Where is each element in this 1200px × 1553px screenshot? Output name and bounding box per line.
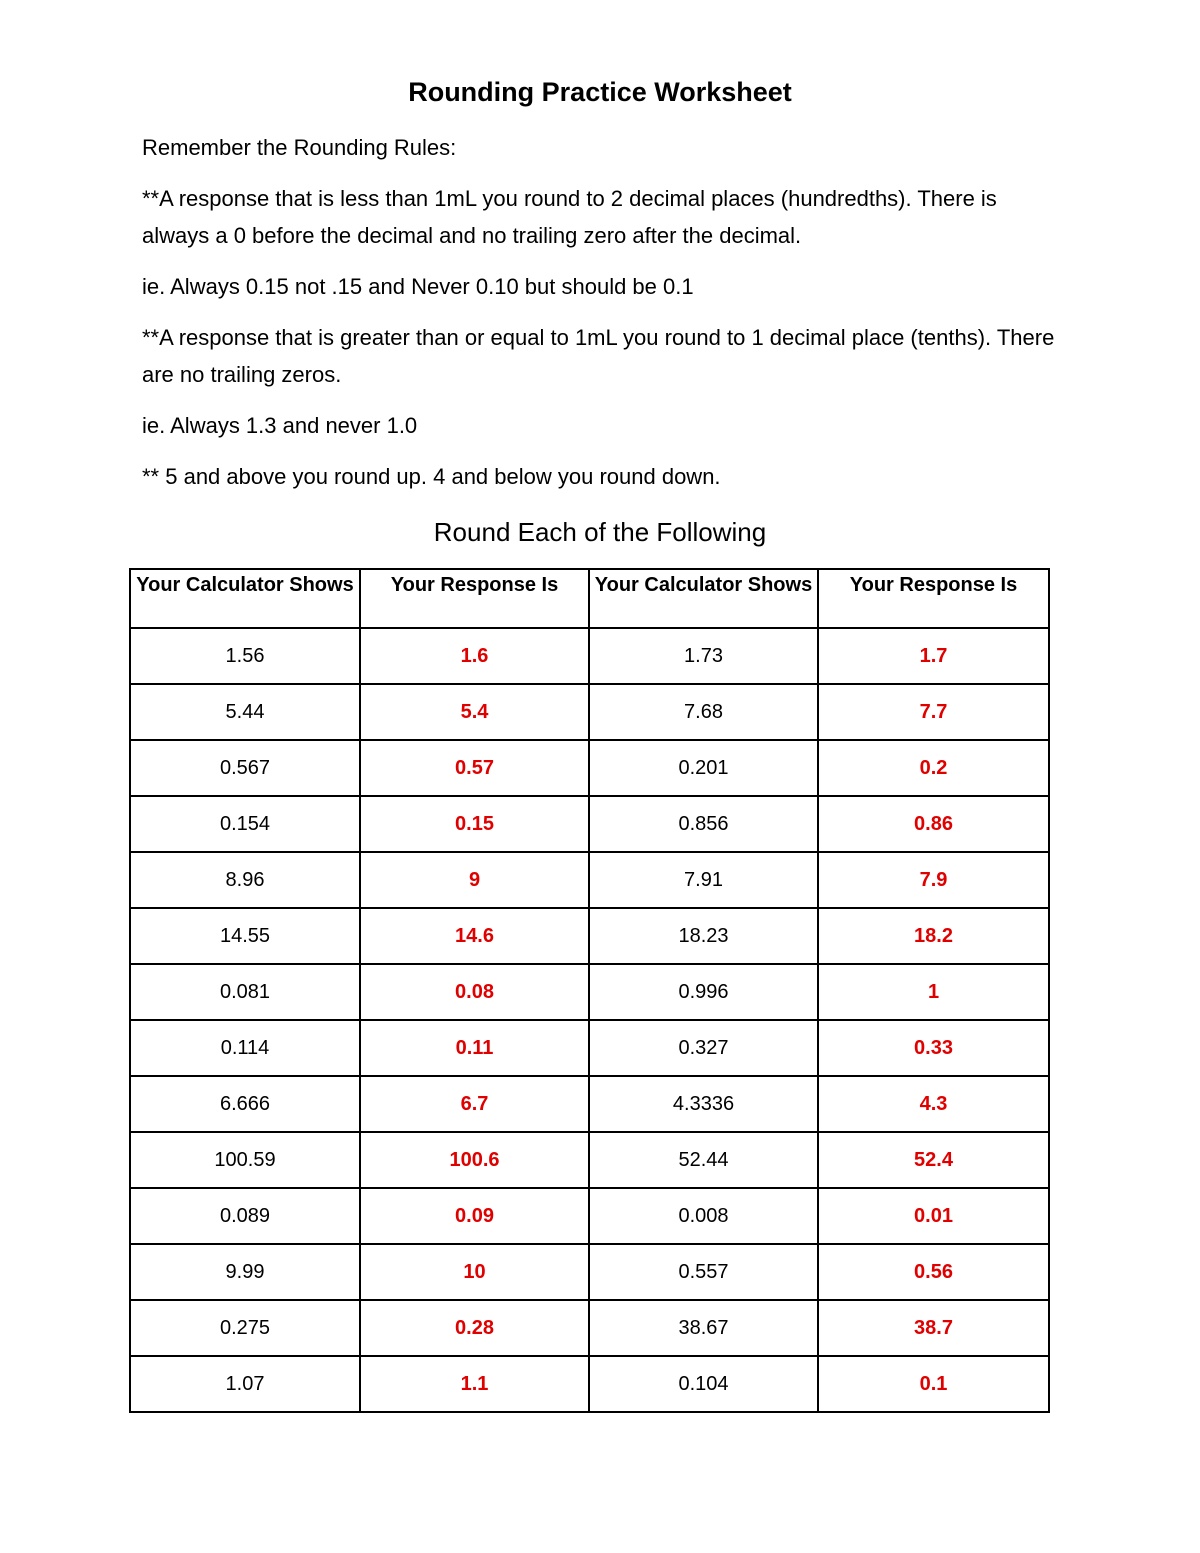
column-header: Your Response Is	[360, 569, 589, 628]
calculator-value-cell: 0.275	[130, 1300, 360, 1356]
table-header-row	[130, 569, 1049, 628]
table-row	[130, 684, 1049, 740]
response-value-cell: 0.09	[360, 1188, 589, 1244]
calculator-value-cell: 0.154	[130, 796, 360, 852]
response-value-cell: 5.4	[360, 684, 589, 740]
response-value-cell: 0.28	[360, 1300, 589, 1356]
table-row	[130, 1300, 1049, 1356]
column-header: Your Calculator Shows	[130, 569, 360, 628]
calculator-value-cell: 5.44	[130, 684, 360, 740]
response-value-cell: 0.08	[360, 964, 589, 1020]
response-value-cell: 1	[818, 964, 1049, 1020]
response-value-cell: 4.3	[818, 1076, 1049, 1132]
response-value-cell: 0.11	[360, 1020, 589, 1076]
table-row	[130, 628, 1049, 684]
calculator-value-cell: 0.104	[589, 1356, 818, 1412]
calculator-value-cell: 9.99	[130, 1244, 360, 1300]
table-row	[130, 964, 1049, 1020]
response-value-cell: 6.7	[360, 1076, 589, 1132]
response-value-cell: 9	[360, 852, 589, 908]
table-row	[130, 796, 1049, 852]
response-value-cell: 52.4	[818, 1132, 1049, 1188]
response-value-cell: 0.57	[360, 740, 589, 796]
rounding-rules	[142, 129, 1062, 509]
page-title: Rounding Practice Worksheet	[408, 77, 792, 107]
calculator-value-cell: 0.856	[589, 796, 818, 852]
rule-less-than-1ml: **A response that is less than 1mL you round to 2 decimal places (hundredths). There is always a 0 before the decimal and no trailing zero after the decimal.	[142, 186, 997, 248]
response-value-cell: 7.7	[818, 684, 1049, 740]
column-header: Your Calculator Shows	[589, 569, 818, 628]
response-value-cell: 1.1	[360, 1356, 589, 1412]
calculator-value-cell: 18.23	[589, 908, 818, 964]
response-value-cell: 14.6	[360, 908, 589, 964]
calculator-value-cell: 1.73	[589, 628, 818, 684]
response-value-cell: 1.6	[360, 628, 589, 684]
calculator-value-cell: 0.327	[589, 1020, 818, 1076]
table-row	[130, 1356, 1049, 1412]
calculator-value-cell: 14.55	[130, 908, 360, 964]
table-row	[130, 1244, 1049, 1300]
calculator-value-cell: 1.56	[130, 628, 360, 684]
calculator-value-cell: 0.201	[589, 740, 818, 796]
calculator-value-cell: 52.44	[589, 1132, 818, 1188]
response-value-cell: 7.9	[818, 852, 1049, 908]
table-row	[130, 1076, 1049, 1132]
calculator-value-cell: 0.557	[589, 1244, 818, 1300]
table-body	[130, 628, 1049, 1412]
rule-greater-equal-1ml: **A response that is greater than or equal to 1mL you round to 1 decimal place (tenths). There are no trailing zeros.	[142, 325, 1055, 387]
response-value-cell: 0.1	[818, 1356, 1049, 1412]
rule-round-up-down: ** 5 and above you round up. 4 and below you round down.	[142, 464, 721, 489]
calculator-value-cell: 38.67	[589, 1300, 818, 1356]
rule-less-than-1ml-example: ie. Always 0.15 not .15 and Never 0.10 but should be 0.1	[142, 274, 694, 299]
response-value-cell: 0.15	[360, 796, 589, 852]
calculator-value-cell: 0.008	[589, 1188, 818, 1244]
rounding-table	[129, 568, 1050, 1413]
calculator-value-cell: 1.07	[130, 1356, 360, 1412]
calculator-value-cell: 6.666	[130, 1076, 360, 1132]
table-row	[130, 852, 1049, 908]
response-value-cell: 0.33	[818, 1020, 1049, 1076]
calculator-value-cell: 100.59	[130, 1132, 360, 1188]
calculator-value-cell: 0.114	[130, 1020, 360, 1076]
calculator-value-cell: 0.567	[130, 740, 360, 796]
response-value-cell: 10	[360, 1244, 589, 1300]
table-row	[130, 1132, 1049, 1188]
rules-intro: Remember the Rounding Rules:	[142, 135, 457, 160]
calculator-value-cell: 7.68	[589, 684, 818, 740]
calculator-value-cell: 8.96	[130, 852, 360, 908]
response-value-cell: 100.6	[360, 1132, 589, 1188]
table-row	[130, 1020, 1049, 1076]
table-row	[130, 908, 1049, 964]
response-value-cell: 18.2	[818, 908, 1049, 964]
rule-greater-equal-1ml-example: ie. Always 1.3 and never 1.0	[142, 413, 418, 438]
response-value-cell: 38.7	[818, 1300, 1049, 1356]
calculator-value-cell: 0.996	[589, 964, 818, 1020]
response-value-cell: 0.56	[818, 1244, 1049, 1300]
section-subtitle: Round Each of the Following	[433, 517, 767, 547]
calculator-value-cell: 7.91	[589, 852, 818, 908]
column-header: Your Response Is	[818, 569, 1049, 628]
response-value-cell: 0.01	[818, 1188, 1049, 1244]
calculator-value-cell: 4.3336	[589, 1076, 818, 1132]
calculator-value-cell: 0.089	[130, 1188, 360, 1244]
table-row	[130, 740, 1049, 796]
response-value-cell: 1.7	[818, 628, 1049, 684]
response-value-cell: 0.86	[818, 796, 1049, 852]
calculator-value-cell: 0.081	[130, 964, 360, 1020]
response-value-cell: 0.2	[818, 740, 1049, 796]
table-row	[130, 1188, 1049, 1244]
